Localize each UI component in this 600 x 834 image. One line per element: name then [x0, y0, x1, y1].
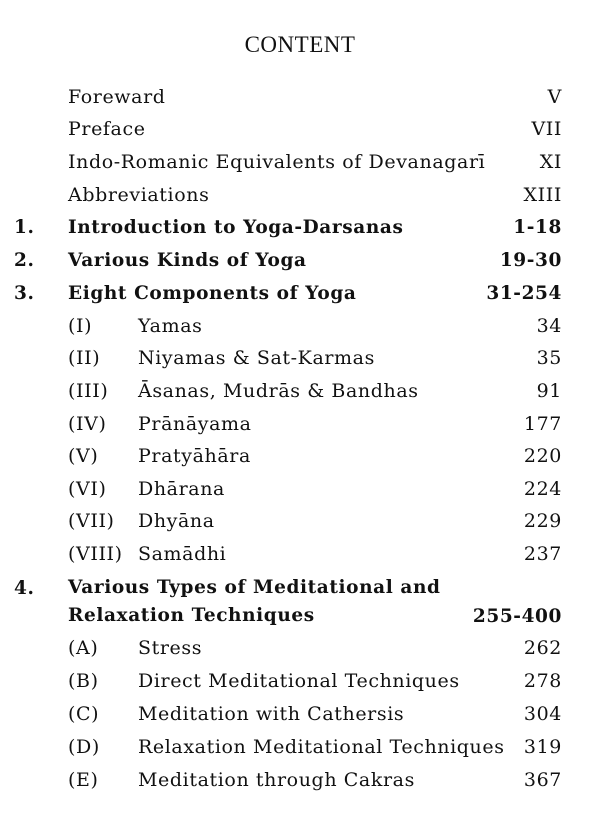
section-mark: (V) — [68, 445, 99, 467]
section-page: 35 — [536, 347, 562, 369]
section-title: Āsanas, Mudrās & Bandhas — [138, 380, 419, 402]
section-title: Pratyāhāra — [138, 445, 251, 467]
toc-entry-page: VII — [531, 118, 562, 140]
section-mark: (III) — [68, 380, 109, 402]
section-page: 220 — [523, 445, 562, 467]
toc-entry-page: V — [547, 86, 562, 108]
toc-entry-abbreviations — [0, 180, 600, 210]
section-page: 304 — [523, 703, 562, 725]
toc-section — [0, 441, 600, 471]
section-page: 237 — [523, 543, 562, 565]
toc-section — [0, 343, 600, 373]
chapter-title-line-1: Various Types of Meditational and — [68, 577, 441, 598]
toc-section — [0, 376, 600, 406]
section-mark: (I) — [68, 315, 93, 337]
section-page: 177 — [523, 413, 562, 435]
section-mark: (VII) — [68, 510, 115, 532]
chapter-number: 4. — [14, 578, 35, 599]
section-page: 224 — [523, 478, 562, 500]
chapter-title: Introduction to Yoga-Darsanas — [68, 217, 404, 238]
toc-section — [0, 666, 600, 696]
toc-section — [0, 732, 600, 762]
section-title: Yamas — [138, 315, 203, 337]
chapter-title: Eight Components of Yoga — [68, 283, 357, 304]
toc-section — [0, 474, 600, 504]
section-mark: (C) — [68, 703, 100, 725]
section-mark: (B) — [68, 670, 99, 692]
toc-entry-label: Abbreviations — [68, 184, 210, 206]
section-title: Dhyāna — [138, 510, 215, 532]
toc-section — [0, 699, 600, 729]
toc-entry-page: XIII — [523, 184, 562, 206]
section-title: Direct Meditational Techniques — [138, 670, 460, 692]
toc-section — [0, 765, 600, 795]
section-mark: (VI) — [68, 478, 107, 500]
toc-section — [0, 633, 600, 663]
section-title: Prānāyama — [138, 413, 252, 435]
section-title: Stress — [138, 637, 203, 659]
toc-chapter-1 — [0, 213, 600, 243]
toc-entry-label: Indo-Romanic Equivalents of Devanagarī — [68, 151, 486, 173]
toc-section — [0, 311, 600, 341]
section-mark: (VIII) — [68, 543, 123, 565]
chapter-pages: 1-18 — [513, 217, 562, 238]
chapter-number: 1. — [14, 217, 35, 238]
section-page: 229 — [523, 510, 562, 532]
section-page: 262 — [523, 637, 562, 659]
page-title: CONTENT — [244, 32, 356, 57]
section-mark: (A) — [68, 637, 99, 659]
section-title: Niyamas & Sat-Karmas — [138, 347, 375, 369]
chapter-number: 2. — [14, 250, 35, 271]
section-page: 34 — [536, 315, 562, 337]
section-mark: (II) — [68, 347, 101, 369]
toc-entry-label: Foreward — [68, 86, 166, 108]
section-page: 319 — [523, 736, 562, 758]
section-page: 91 — [536, 380, 562, 402]
toc-section — [0, 409, 600, 439]
section-title: Relaxation Meditational Techniques — [138, 736, 505, 758]
section-title: Meditation through Cakras — [138, 769, 415, 791]
toc-chapter-3 — [0, 279, 600, 309]
toc-section — [0, 506, 600, 536]
toc-chapter-4 — [0, 574, 600, 634]
toc-section — [0, 539, 600, 569]
section-mark: (IV) — [68, 413, 107, 435]
toc-entry-foreward — [0, 82, 600, 112]
section-mark: (D) — [68, 736, 100, 758]
chapter-pages: 31-254 — [486, 283, 562, 304]
chapter-title — [68, 574, 441, 630]
section-page: 367 — [523, 769, 562, 791]
chapter-pages: 19-30 — [499, 250, 562, 271]
chapter-pages: 255-400 — [472, 606, 562, 627]
toc-entry-preface — [0, 114, 600, 144]
section-title: Dhārana — [138, 478, 225, 500]
section-page: 278 — [523, 670, 562, 692]
chapter-number: 3. — [14, 283, 35, 304]
chapter-title: Various Kinds of Yoga — [68, 250, 307, 271]
section-mark: (E) — [68, 769, 99, 791]
toc-chapter-2 — [0, 246, 600, 276]
toc-entry-equivalents — [0, 147, 600, 177]
chapter-title-line-2: Relaxation Techniques — [68, 605, 315, 626]
section-title: Samādhi — [138, 543, 227, 565]
section-title: Meditation with Cathersis — [138, 703, 405, 725]
toc-entry-page: XI — [539, 151, 562, 173]
toc-entry-label: Preface — [68, 118, 146, 140]
